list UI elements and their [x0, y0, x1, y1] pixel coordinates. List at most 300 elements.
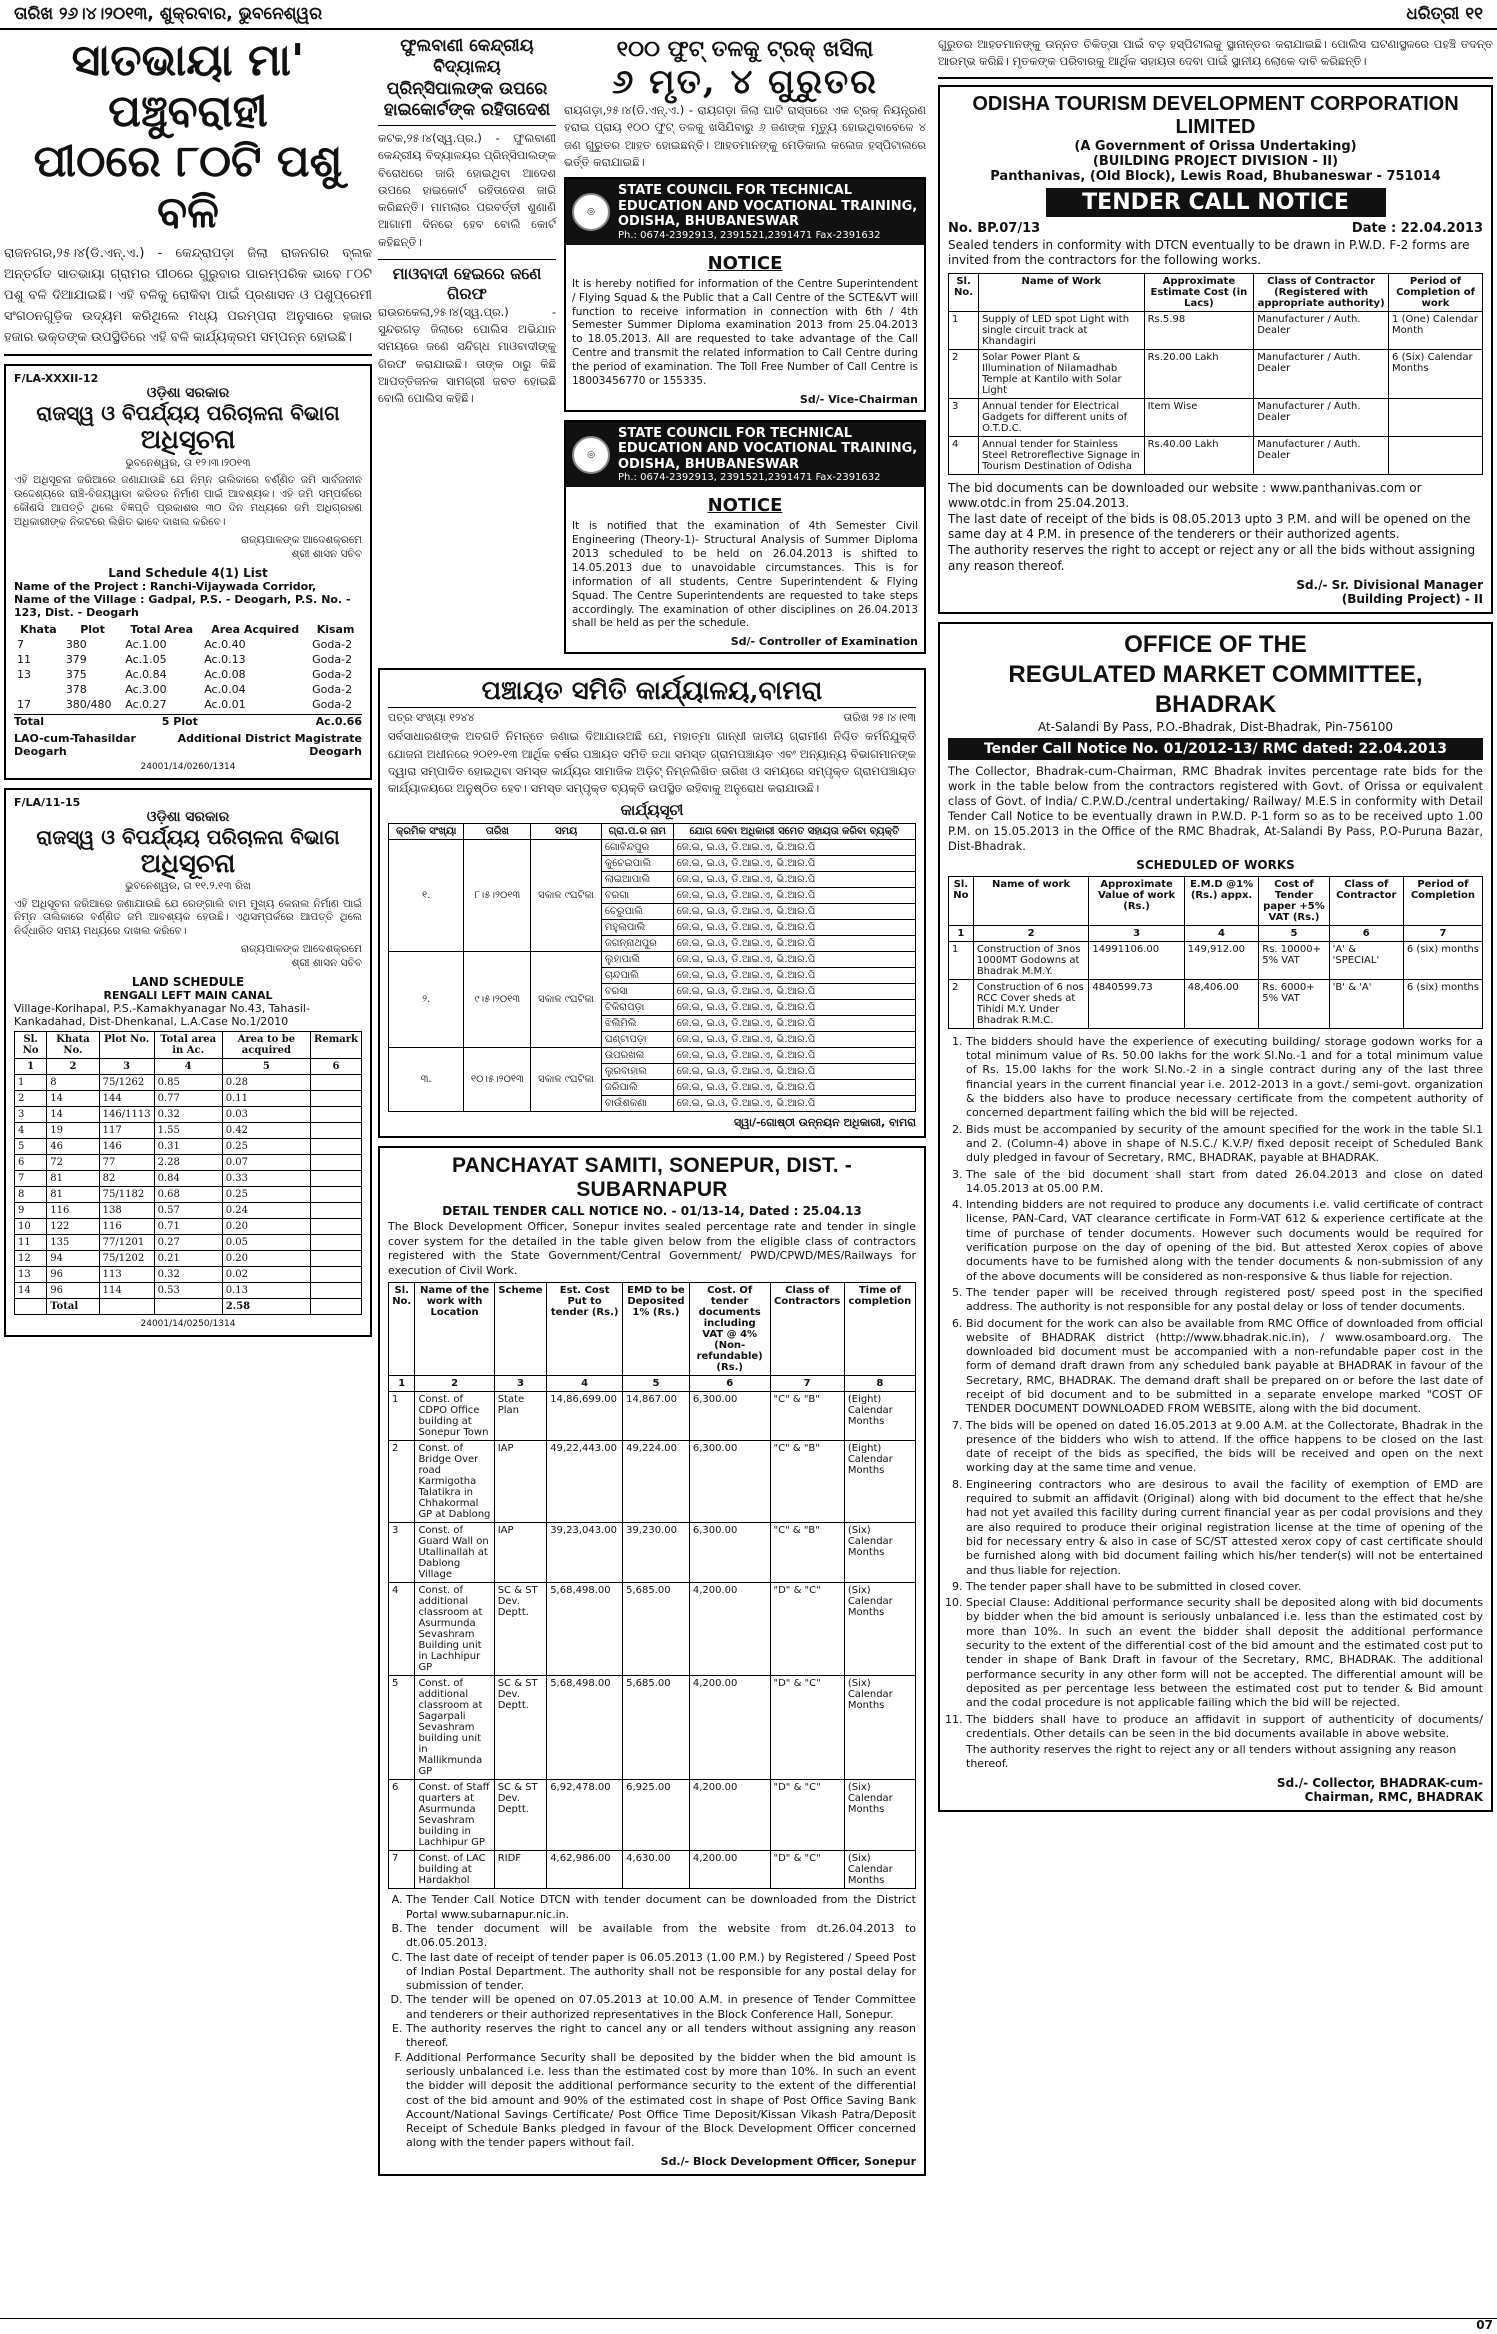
story-kv-headline: ଫୁଲବାଣୀ କେନ୍ଦ୍ରୀୟ ବିଦ୍ୟାଳୟ ପ୍ରିନ୍ସିପାଲଙ୍କ ଉପରେ ହାଇକୋର୍ଟଙ୍କ ରହିତାଦେଶ	[378, 36, 556, 126]
scte2-title: NOTICE	[707, 495, 783, 517]
story-maoist-headline: ମାଓବାଦୀ ହେଇରେ ଜଣେ ଗିରଫ	[392, 263, 542, 303]
story-sacrifice-headline-2: ପୀଠରେ ୮୦ଟି ପଶୁ ବଳି	[33, 136, 343, 238]
column-header: Area to be acquired	[222, 1031, 310, 1058]
rmc-address: At-Salandi By Pass, P.O.-Bhadrak, Dist-Bhadrak, Pin-756100	[1037, 720, 1394, 735]
lacq1-sign-2: ଶ୍ରୀ ଶାସନ ସଚିବ	[291, 547, 362, 560]
lacq1-village: Name of the Village : Gadpal, P.S. - Deogarh, P.S. No. - 123, Dist. - Deogarh	[14, 592, 351, 619]
header-dateline: ତାରିଖ ୨୬।୪।୨୦୧୩, ଶୁକ୍ରବାର, ଭୁବନେଶ୍ୱର	[14, 4, 323, 24]
table-cell: 19	[47, 1122, 99, 1138]
table-cell	[311, 1282, 362, 1298]
scte1-phone: Ph.: 0674-2392913, 2391521,2391471 Fax-2391632	[618, 229, 881, 241]
story-truck-continued: ଗୁରୁତର ଆହତମାନଙ୍କୁ ଉନ୍ନତ ଚିକିତ୍ସା ପାଇଁ ବଡ଼ ହସ୍ପିଟାଲକୁ ସ୍ଥାନାନ୍ତର କରାଯାଇଛି। ପୋଲିସ ଘଟଣାସ୍ଥଳରେ ପହଞ୍ଚି ତଦନ୍ତ ଆରମ୍ଭ କରିଛି। ମୃତକଙ୍କ ପରିବାରକୁ ଆର୍ଥିକ ସହାୟତା ଦେବା ପାଇଁ ସ୍ଥାନୀୟ ଲୋକେ ଦାବି କରିଛନ୍ତି।	[938, 36, 1493, 79]
sonepur-notes	[388, 1893, 916, 2150]
story-sacrifice	[4, 36, 372, 356]
table-cell: Construction of 3nos 1000MT Godowns at Bhadrak M.M.Y.	[973, 941, 1089, 979]
bamra-letter-no: ପତ୍ର ସଂଖ୍ୟା ୧୨୪୪	[388, 711, 475, 725]
rmc-schedule-title: SCHEDULED OF WORKS	[1136, 857, 1295, 872]
table-cell: "D" & "C"	[770, 1780, 844, 1851]
table-cell: 12	[15, 1250, 47, 1266]
table-row	[389, 1851, 916, 1889]
lacq2-dept: ରାଜସ୍ୱ ଓ ବିପର୍ଯ୍ୟୟ ପରିଚାଳନା ବିଭାଗ	[36, 824, 340, 849]
table-cell: Ac.3.00	[125, 682, 167, 696]
table-cell	[1389, 436, 1483, 474]
condition-item: 11. The bidders shall have to produce an affidavit in support of authenticity of documents/ credentials. Other details can be seen in the bid documents available in above website.	[966, 1713, 1483, 1742]
gp-name-cell: ଘଣ୍ଟାପଡ଼ା	[601, 1032, 673, 1048]
table-cell: 0.03	[222, 1106, 310, 1122]
table-cell: 0.33	[222, 1170, 310, 1186]
scte2-sign: Sd/- Controller of Examination	[730, 635, 918, 649]
scte2-phone: Ph.: 0674-2392913, 2391521,2391471 Fax-2391632	[618, 472, 881, 484]
table-cell: (Six) Calendar Months	[844, 1780, 915, 1851]
lacq1-foot-right-2: Deogarh	[309, 744, 362, 758]
table-cell: Annual tender for Stainless Steel Retroreflective Signage in Tourism Destination of Odisha	[979, 436, 1145, 474]
column-header: EMD to be Deposited 1% (Rs.)	[623, 1283, 690, 1376]
table-cell: Ac.0.04	[204, 682, 246, 696]
table-cell: 75/1202	[99, 1250, 154, 1266]
table-cell	[311, 1298, 362, 1314]
table-cell: 0.42	[222, 1122, 310, 1138]
table-cell: (Six) Calendar Months	[844, 1523, 915, 1583]
land-acquisition-notice-rengali	[4, 788, 372, 1337]
scte2-body: It is notified that the examination of 4th Semester Civil Engineering (Theory-1)- Structural Analysis of Summer Diploma 2013 scheduled to be held on 26.04.2013 is shifted to 14.05.2013 due to unavoidable circumstances. This is for information of all students, Centre Superintendent & Flying Squad. The Centre Superintendents are requested to take steps accordingly. The examination of other disciplines on 26.04.2013 shall be held as per the schedule.	[572, 520, 918, 630]
table-cell: "D" & "C"	[770, 1583, 844, 1676]
column-header: Class of Contractors	[770, 1283, 844, 1376]
officer-cell: ଜେ.ଇ, ଇ.ଓ, ଡି.ଆଇ.ଏ, ଭି.ଆର.ପି	[673, 984, 915, 1000]
column-number: 8	[844, 1376, 915, 1392]
table-cell: 13	[17, 667, 31, 681]
scte-notice-exam-shift	[564, 420, 926, 655]
table-cell: 14,867.00	[623, 1392, 690, 1441]
sonepur-tender	[378, 1146, 926, 2175]
otdc-sign-1: Sd./- Sr. Divisional Manager	[1296, 578, 1483, 593]
bamra-date: ତାରିଖ ୨୫।୪।୧୩	[843, 711, 916, 725]
lacq1-schedule-title: Land Schedule 4(1) List	[108, 565, 268, 580]
bamra-table	[388, 823, 916, 1112]
table-cell: 6	[15, 1154, 47, 1170]
table-cell	[311, 1122, 362, 1138]
table-cell: Rs. 10000+ 5% VAT	[1259, 941, 1329, 979]
table-cell	[1389, 398, 1483, 436]
column-header: ତାରିଖ	[464, 824, 531, 840]
column-number: 5	[623, 1376, 690, 1392]
table-cell	[311, 1090, 362, 1106]
lacq2-sign-2: ଶ୍ରୀ ଶାସନ ସଚିବ	[291, 957, 362, 970]
table-cell: 3	[949, 398, 979, 436]
column-number: 7	[1403, 925, 1482, 941]
story-sacrifice-body: ରାଜନଗର,୨୫।୪(ଡି.ଏନ୍.ଏ.) - କେନ୍ଦ୍ରାପଡ଼ା ଜିଲା ରାଜନଗର ବ୍ଲକ ଅନ୍ତର୍ଗତ ସାତଭାୟା ଗ୍ରାମର ପୀଠରେ ଗୁରୁବାର ପାରମ୍ପରିକ ଭାବେ ୮୦ଟି ପଶୁ ବଳି ଦିଆଯାଇଛି। ଏହି ବଳିକୁ ରୋକିବା ପାଇଁ ପ୍ରଶାସନ ଓ ପଶୁପ୍ରେମୀ ସଂଗଠନଗୁଡ଼ିକ ଉଦ୍ୟମ କରିଥିଲେ ମଧ୍ୟ ପରମ୍ପରା ଅନୁସାରେ ହଜାର ହଜାର ଭକ୍ତଙ୍କ ଉପସ୍ଥିତିରେ ଏହି ବଳି କାର୍ଯ୍ୟକ୍ରମ ସମ୍ପନ୍ନ ହୋଇଛି।	[4, 246, 372, 345]
column-number: 2	[973, 925, 1089, 941]
rmc-intro: The Collector, Bhadrak-cum-Chairman, RMC Bhadrak invites percentage rate bids for the work in the table below from the contractors registered with Govt. of Orissa or equivalent class of Govt. of India/ C.P.W.D./central undertaking/ Railway/ M.E.S in conformity with Detail Tender Call Notice to be eventually drawn in P.W.D. P-1 form so as to be received upto 1.00 P.M. on 15.05.2013 in the Office of the RMC Bhadrak, At-Salandi By Pass, P.O-Puruna Bazar, Dist-Bhadrak.	[948, 764, 1483, 853]
table-row	[389, 1048, 916, 1064]
table-cell: 7	[389, 1851, 415, 1889]
table-cell: Const. of CDPO Office building at Sonepur Town	[415, 1392, 494, 1441]
page-footer-rule	[0, 2318, 1497, 2334]
table-cell: 81	[47, 1170, 99, 1186]
table-cell: 0.11	[222, 1090, 310, 1106]
lacq1-body: ଏହି ଅଧିସୂଚନା ଜରିଆରେ ଜଣାଯାଉଛି ଯେ ନିମ୍ନ ତାଲିକାରେ ବର୍ଣ୍ଣିତ ଜମି ସାର୍ବଜନୀନ ଉଦ୍ଦେଶ୍ୟରେ ରାଞ୍ଚି-ବିଜୟୱାଡା କରିଡର ନିର୍ମାଣ ପାଇଁ ଆବଶ୍ୟକ। ଏହି ଜମି ସମ୍ପର୍କରେ କୌଣସି ଆପତ୍ତି ଥିଲେ ବିଜ୍ଞପ୍ତି ପ୍ରକାଶର ୩୦ ଦିନ ମଧ୍ୟରେ ଜମି ଅଧିଗ୍ରହଣ ଅଧିକାରୀଙ୍କ ନିକଟରେ ଲିଖିତ ଭାବେ ଦାଖଲ କରିବେ।	[14, 474, 362, 528]
table-row	[15, 1234, 362, 1250]
table-cell: 6 (six) months	[1403, 979, 1482, 1028]
column-header: Scheme	[494, 1283, 546, 1376]
officer-cell: ଜେ.ଇ, ଇ.ଓ, ଡି.ଆଇ.ଏ, ଭି.ଆର.ପି	[673, 840, 915, 856]
table-cell: 144	[99, 1090, 154, 1106]
otdc-p2: The last date of receipt of the bids is 08.05.2013 upto 3 P.M. and will be opened on the same day at 4 P.M. in presence of the tenderers or their authorized agents.	[948, 511, 1471, 542]
column-number: 6	[1329, 925, 1403, 941]
table-row	[389, 952, 916, 968]
table-cell	[311, 1154, 362, 1170]
column-number: 2	[47, 1058, 99, 1074]
table-cell: 146/1113	[99, 1106, 154, 1122]
condition-item: 1. The bidders should have the experience of executing building/ storage godown works for a total minimum value of Rs. 50.00 lakhs for the work Sl.No.-1 and for a total minimum value of Rs. 15.00 lakhs for the work Sl.No.-2 in a single contract during any of the last three financial years in the current financial year i.e. 2012-2013 in a govt./ semi-govt. organization & the bidders also have to produce necessary certificate from the competent authority of concerned department failing which the bid will be rejected.	[966, 1035, 1483, 1121]
table-cell: 81	[47, 1186, 99, 1202]
table-row	[389, 1780, 916, 1851]
rmc-tender	[938, 622, 1493, 1811]
table-cell: 2	[949, 979, 974, 1028]
table-row	[14, 637, 362, 652]
officer-cell: ଜେ.ଇ, ଇ.ଓ, ଡି.ଆଇ.ଏ, ଭି.ଆର.ପି	[673, 1080, 915, 1096]
table-cell: Ac.0.40	[204, 637, 246, 651]
table-row	[15, 1090, 362, 1106]
table-row	[949, 311, 1483, 349]
lacq1-total-plots: 5 Plot	[161, 714, 198, 728]
table-cell: 0.25	[222, 1186, 310, 1202]
table-cell: Goda-2	[312, 697, 353, 711]
condition-item: 5. The tender paper will be received through registered post/ speed post in the specified address. The authority is not responsible for any postal delay or loss of tender documents.	[966, 1286, 1483, 1315]
table-cell: 14,86,699.00	[547, 1392, 623, 1441]
table-cell: 4	[949, 436, 979, 474]
table-cell: "C" & "B"	[770, 1441, 844, 1523]
rmc-sign-2: Chairman, RMC, BHADRAK	[1304, 1789, 1483, 1804]
table-cell: 11	[17, 652, 31, 666]
page-number: 07	[1476, 2318, 1493, 2332]
gp-name-cell: ଚାନ୍ଦପାଲି	[601, 968, 673, 984]
officer-cell: ଜେ.ଇ, ଇ.ଓ, ଡି.ଆଇ.ଏ, ଭି.ଆର.ପି	[673, 888, 915, 904]
table-cell: 11	[15, 1234, 47, 1250]
column-header: E.M.D @1% (Rs.) appx.	[1184, 876, 1258, 925]
officer-cell: ଜେ.ଇ, ଇ.ଓ, ଡି.ଆଇ.ଏ, ଭି.ଆର.ପି	[673, 952, 915, 968]
time-cell: ସକାଳ ୯ଘଟିକା	[531, 952, 601, 1048]
table-cell: 48,406.00	[1184, 979, 1258, 1028]
table-cell: 6	[389, 1780, 415, 1851]
table-cell: 1	[15, 1074, 47, 1090]
officer-cell: ଜେ.ଇ, ଇ.ଓ, ଡି.ଆଇ.ଏ, ଭି.ଆର.ପି	[673, 1000, 915, 1016]
table-cell: IAP	[494, 1523, 546, 1583]
column-header: Khata No.	[47, 1031, 99, 1058]
table-cell: 379	[65, 652, 87, 666]
table-cell: Const. of Guard Wall on Utallinallah at Dablong Village	[415, 1523, 494, 1583]
table-cell: Ac.0.27	[125, 697, 167, 711]
table-cell: 135	[47, 1234, 99, 1250]
column-right	[938, 36, 1493, 1820]
column-header: Area Acquired	[211, 622, 300, 636]
table-cell: 49,22,443.00	[547, 1441, 623, 1523]
table-row	[15, 1250, 362, 1266]
note-item: C. The last date of receipt of tender paper is 06.05.2013 (1.00 P.M.) by Registered / Speed Post of Indian Postal Department. The authority shall not be responsible for any postal delay for submission of tender.	[406, 1951, 916, 1994]
column-number: 1	[15, 1058, 47, 1074]
table-cell: 0.31	[154, 1138, 222, 1154]
table-cell: 0.05	[222, 1234, 310, 1250]
otdc-p3: The authority reserves the right to accept or reject any or all the bids without assigning any reason thereof.	[948, 543, 1476, 573]
table-cell: 1	[949, 941, 974, 979]
column-header: Plot No.	[99, 1031, 154, 1058]
table-cell: 4,630.00	[623, 1851, 690, 1889]
table-cell: Goda-2	[312, 682, 353, 696]
table-cell: Ac.1.00	[125, 637, 167, 651]
table-cell: 0.57	[154, 1202, 222, 1218]
table-row	[15, 1170, 362, 1186]
gp-name-cell: ଚେରୁପାଲି	[601, 904, 673, 920]
table-cell: 5	[15, 1138, 47, 1154]
table-cell: 2.28	[154, 1154, 222, 1170]
table-cell: Goda-2	[312, 667, 353, 681]
table-row	[15, 1266, 362, 1282]
column-header: ସମୟ	[531, 824, 601, 840]
table-cell: 1.55	[154, 1122, 222, 1138]
table-cell	[311, 1106, 362, 1122]
condition-item: 6. Bid document for the work can also be available from RMC Office of downloaded from official website of BHADRAK district (http://www.bhadrak.nic.in), / www.osamboard.org. The downloaded bid document must be accompanied with a non-refundable paper cost in the form of demand draft drawn from any scheduled bank payable at BHADRAK in favour of the Secretary, RMC, BHADRAK. The demand draft shall be prepared on or before the last date of receipt of bid document and to be submitted in a separate envelope marked "COST OF TENDER DOCUMENT DOWNLOADED FROM WEBSITE, along with the bid document.	[966, 1317, 1483, 1417]
table-cell: 4,200.00	[689, 1851, 770, 1889]
table-cell	[15, 1298, 47, 1314]
column-number: 4	[154, 1058, 222, 1074]
table-cell: "C" & "B"	[770, 1523, 844, 1583]
table-cell	[154, 1298, 222, 1314]
table-cell: 6,300.00	[689, 1392, 770, 1441]
table-cell: 3	[15, 1106, 47, 1122]
table-cell: 0.20	[222, 1218, 310, 1234]
table-cell: 6 (Six) Calendar Months	[1389, 349, 1483, 398]
table-cell: 75/1182	[99, 1186, 154, 1202]
column-number: 5	[222, 1058, 310, 1074]
otdc-sign-2: (Building Project) - II	[1341, 592, 1483, 607]
table-cell: 4	[389, 1583, 415, 1676]
table-cell: 4840599.73	[1089, 979, 1184, 1028]
note-item: A. The Tender Call Notice DTCN with tender document can be downloaded from the District Portal www.subarnapur.nic.in.	[406, 1893, 916, 1922]
table-cell: 7	[15, 1170, 47, 1186]
otdc-banner: TENDER CALL NOTICE	[1046, 188, 1386, 217]
table-cell: "D" & "C"	[770, 1851, 844, 1889]
lacq2-date: ଭୁବନେଶ୍ୱର, ତା ୧୧.୨.୧୩ ରିଖ	[125, 879, 251, 892]
table-cell: 378	[65, 682, 87, 696]
table-row	[389, 1583, 916, 1676]
table-cell: 39,230.00	[623, 1523, 690, 1583]
scte1-org: STATE COUNCIL FOR TECHNICAL EDUCATION AND VOCATIONAL TRAINING, ODISHA, BHUBANESWAR	[618, 183, 918, 230]
table-cell: 380/480	[65, 697, 112, 711]
table-cell	[99, 1298, 154, 1314]
table-row	[15, 1138, 362, 1154]
total-row	[15, 1298, 362, 1314]
column-number: 3	[494, 1376, 546, 1392]
table-row	[389, 1676, 916, 1780]
table-cell: RIDF	[494, 1851, 546, 1889]
condition-item: 8. Engineering contractors who are desirous to avail the facility of exemption of EMD are required to submit an affidavit (Original) along with bid document to the effect that he/she had not yet availed this facility during current financial year as per codal provisions and they are also required to produce their original registration license at the time of opening of the bid for necessary entry & also in case of SC/ST attested xerox copy of cast certificate should be furnished along with bid document failing which his/her tender(s) will not be entertained and thus liable for rejection.	[966, 1478, 1483, 1578]
table-cell: Const. of additional classroom at Sagarpali Sevashram building unit in Mallikmunda GP	[415, 1676, 494, 1780]
table-row	[15, 1202, 362, 1218]
column-header: Name of work	[973, 876, 1089, 925]
column-number: 7	[770, 1376, 844, 1392]
table-row	[14, 667, 362, 682]
table-cell: Goda-2	[312, 637, 353, 651]
table-row	[14, 652, 362, 667]
table-cell: 146	[99, 1138, 154, 1154]
gp-name-cell: ଲୁହାପାଲି	[601, 952, 673, 968]
table-cell: 6 (six) months	[1403, 941, 1482, 979]
gp-name-cell: କୁଚେଇପାଲି	[601, 856, 673, 872]
table-cell: (Six) Calendar Months	[844, 1676, 915, 1780]
bamra-table-title: କାର୍ଯ୍ୟସୂଚୀ	[620, 801, 684, 820]
column-left	[4, 36, 372, 1345]
table-cell: 116	[99, 1218, 154, 1234]
column-header: Plot	[80, 622, 105, 636]
sonepur-sign: Sd./- Block Development Officer, Sonepur	[660, 2154, 916, 2168]
gp-name-cell: ବରସା	[601, 984, 673, 1000]
column-header: Cost. Of tender documents including VAT @ 4% (Non-refundable) (Rs.)	[689, 1283, 770, 1376]
story-kv-body: କଟକ,୨୫।୪(ସ୍ୱ.ପ୍ର.) - ଫୁଲବାଣୀ କେନ୍ଦ୍ରୀୟ ବିଦ୍ୟାଳୟର ପ୍ରିନ୍ସିପାଲଙ୍କ ବିରୋଧରେ ଜାରି ହୋଇଥିବା ଆଦେଶ ଉପରେ ହାଇକୋର୍ଟ ରହିତାଦେଶ ଜାରି କରିଛନ୍ତି। ମାମଲାର ପରବର୍ତ୍ତୀ ଶୁଣାଣି ଆଗାମୀ ଦିନରେ ହେବ ବୋଲି କୋର୍ଟ କହିଛନ୍ତି।	[378, 131, 556, 249]
table-cell: Const. of additional classroom at Asurmunda Sevashram Building unit in Lachhipur GP	[415, 1583, 494, 1676]
table-cell: 0.07	[222, 1154, 310, 1170]
table-row	[949, 941, 1483, 979]
otdc-no: No. BP.07/13	[948, 220, 1041, 236]
story-truck-headline-1: ୧୦୦ ଫୁଟ୍ ତଳକୁ ଟ୍ରକ୍ ଖସିଲା	[616, 36, 874, 62]
table-cell	[311, 1138, 362, 1154]
sonepur-intro: The Block Development Officer, Sonepur invites sealed percentage rate and tender in single cover system for the detailed in the table given below from the eligible class of contractors registered with the State Government/Central Government/ PWD/CPWD/MES/Railways for execution of Civil Work.	[388, 1220, 916, 1277]
gp-name-cell: ଜଗନ୍ନାଥପୁର	[601, 936, 673, 952]
table-cell: 1 (One) Calendar Month	[1389, 311, 1483, 349]
column-header: Class of Contractor	[1329, 876, 1403, 925]
table-cell: 96	[47, 1282, 99, 1298]
table-cell	[311, 1170, 362, 1186]
rmc-closing: The authority reserves the right to reject any or all tenders without assigning any reason thereof.	[966, 1743, 1457, 1771]
rmc-sign-1: Sd./- Collector, BHADRAK-cum-	[1276, 1775, 1483, 1790]
gp-name-cell: ଟିକିରାପଡ଼ା	[601, 1000, 673, 1016]
table-row	[389, 1523, 916, 1583]
table-row	[389, 840, 916, 856]
date-cell: ୯।୫।୨୦୧୩	[464, 952, 531, 1048]
table-cell: Solar Power Plant & Illumination of Nilamadhab Temple at Kantilo with Solar Light	[979, 349, 1145, 398]
lacq2-canal: RENGALI LEFT MAIN CANAL	[103, 988, 273, 1002]
table-row	[15, 1106, 362, 1122]
scte-notice-callcentre	[564, 177, 926, 412]
table-cell: Ac.0.08	[204, 667, 246, 681]
table-cell: 0.02	[222, 1266, 310, 1282]
table-cell: 4,200.00	[689, 1583, 770, 1676]
table-cell: 138	[99, 1202, 154, 1218]
table-cell: (Six) Calendar Months	[844, 1583, 915, 1676]
table-cell: Rs.20.00 Lakh	[1144, 349, 1254, 398]
table-cell: 122	[47, 1218, 99, 1234]
table-cell: Const. of Bridge Over road Karmigotha Talatikra in Chhakormal GP at Dablong	[415, 1441, 494, 1523]
table-cell: 13	[15, 1266, 47, 1282]
lacq2-code: 24001/14/0250/1314	[140, 1318, 236, 1329]
table-cell: Ac.1.05	[125, 652, 167, 666]
table-cell: 0.84	[154, 1170, 222, 1186]
table-cell: 380	[65, 637, 87, 651]
table-cell: 0.27	[154, 1234, 222, 1250]
column-number: 3	[1089, 925, 1184, 941]
scte2-org: STATE COUNCIL FOR TECHNICAL EDUCATION AND VOCATIONAL TRAINING, ODISHA, BHUBANESWAR	[618, 425, 918, 472]
table-row	[15, 1218, 362, 1234]
table-cell: 6,300.00	[689, 1441, 770, 1523]
gp-name-cell: ବାଉଁଶକଣା	[601, 1096, 673, 1112]
table-cell: 0.68	[154, 1186, 222, 1202]
lacq2-sign-1: ରାଜ୍ୟପାଳଙ୍କ ଆଦେଶକ୍ରମେ	[240, 943, 362, 956]
gp-name-cell: ଉପରଖଲ	[601, 1048, 673, 1064]
table-cell: 14	[15, 1282, 47, 1298]
column-number: 4	[547, 1376, 623, 1392]
table-cell: 14	[47, 1106, 99, 1122]
table-cell: Rs. 6000+ 5% VAT	[1259, 979, 1329, 1028]
bamra-notice	[378, 668, 926, 1138]
table-row	[389, 1392, 916, 1441]
table-cell: 6,925.00	[623, 1780, 690, 1851]
condition-item: 10. Special Clause: Additional performance security shall be deposited along with bid documents by bidder when the bid amount is seriously unbalanced i.e. less than the estimated cost by more than 10%. In such an event the bidder shall deposit the additional performance security to the extent of the differential cost of the bid amount and the estimated cost put to tender in shape of Bank Draft in favour of the Secretary, RMC, BHADRAK. The additional performance security in any other form will not be accepted. The differential amount will be deposited as per percentage less between the estimated cost put to tender & Bid amount and the codal procedure is not applicable failing which the bid will be rejected.	[966, 1596, 1483, 1710]
table-cell: 9	[15, 1202, 47, 1218]
table-row	[14, 682, 362, 697]
story-sacrifice-headline-1: ସାତଭାୟା ମା' ପଞ୍ଚୁବରାହୀ	[71, 36, 305, 137]
table-cell: 0.77	[154, 1090, 222, 1106]
page-header	[0, 0, 1497, 30]
time-cell: ସକାଳ ୯ଘଟିକା	[531, 840, 601, 952]
column-header: Remark	[311, 1031, 362, 1058]
story-truck-headline-2: ୬ ମୃତ, ୪ ଗୁରୁତର	[611, 62, 879, 102]
otdc-sub-1: (A Government of Orissa Undertaking)	[1074, 138, 1357, 154]
table-cell: 0.53	[154, 1282, 222, 1298]
table-cell: 0.24	[222, 1202, 310, 1218]
table-cell: SC & ST Dev. Deptt.	[494, 1583, 546, 1676]
condition-item: 4. Intending bidders are not required to produce any documents i.e. valid certificate of contract license, PAN-Card, VAT clearance certificate in Form-VAT 612 & experience certificate at the time of purchase of tender documents. However such documents would be required for verification purpose on the day of opening of the bid. But attested Xerox copies of above documents have to be furnished along with the tender documents & non-submission of any of the above documents will be considered as non-responsive & thus liable for rejection.	[966, 1198, 1483, 1284]
table-cell: 0.85	[154, 1074, 222, 1090]
otdc-sub-3: Panthanivas, (Old Block), Lewis Road, Bhubaneswar - 751014	[990, 168, 1441, 184]
note-item: D. The tender will be opened on 07.05.2013 at 10.00 A.M. in presence of Tender Committee and tenderers or their authorized representatives in the Block Conference Hall, Sonepur.	[406, 1993, 916, 2022]
time-cell: ସକାଳ ୯ଘଟିକା	[531, 1048, 601, 1112]
table-cell: 8	[47, 1074, 99, 1090]
column-header: କ୍ରମିକ ସଂଖ୍ୟା	[389, 824, 464, 840]
table-cell: Ac.0.84	[125, 667, 167, 681]
table-cell: "D" & "C"	[770, 1676, 844, 1780]
table-row	[15, 1154, 362, 1170]
officer-cell: ଜେ.ଇ, ଇ.ଓ, ଡି.ଆଇ.ଏ, ଭି.ଆର.ପି	[673, 936, 915, 952]
table-cell	[311, 1074, 362, 1090]
story-maoist-body: ରାଉରକେଲା,୨୫।୪(ସ୍ୱ.ପ୍ର.) - ସୁନ୍ଦରଗଡ଼ ଜିଲାରେ ପୋଲିସ ଅଭିଯାନ ସମୟରେ ଜଣେ ସନ୍ଦିଗ୍ଧ ମାଓବାଦୀଙ୍କୁ ଗିରଫ କରାଯାଇଛି। ତାଙ୍କ ଠାରୁ କିଛି ଆପତ୍ତିଜନକ ସାମଗ୍ରୀ ଜବତ ହୋଇଛି ବୋଲି ପୋଲିସ କହିଛି।	[378, 304, 556, 405]
gp-name-cell: ବରଗା	[601, 888, 673, 904]
lacq1-notification: ଅଧିସୂଚନା	[140, 425, 236, 456]
condition-item: 2. Bids must be accompanied by security of the amount specified for the work in the table Sl.1 and 2. (Column-4) above in shape of N.S.C./ K.V.P/ fixed deposit receipt of Scheduled Bank duly pledged in favour of Secretary, RMC, BHADRAK, payable at BHADRAK.	[966, 1123, 1483, 1166]
condition-item: 9. The tender paper shall have to be submitted in closed cover.	[966, 1580, 1483, 1594]
gp-name-cell: ଗୋବିନ୍ଦପୁର	[601, 840, 673, 856]
officer-cell: ଜେ.ଇ, ଇ.ଓ, ଡି.ଆଇ.ଏ, ଭି.ଆର.ପି	[673, 1032, 915, 1048]
rmc-conditions	[948, 1035, 1483, 1741]
table-cell: 0.28	[222, 1074, 310, 1090]
column-header: Total area in Ac.	[154, 1031, 222, 1058]
table-cell: 8	[15, 1186, 47, 1202]
scte1-sign: Sd/- Vice-Chairman	[799, 392, 918, 406]
column-number: 1	[949, 925, 974, 941]
table-cell: IAP	[494, 1441, 546, 1523]
table-cell: Const. of LAC building at Hardakhol	[415, 1851, 494, 1889]
table-cell: 10	[15, 1218, 47, 1234]
otdc-intro: Sealed tenders in conformity with DTCN eventually to be drawn in P.W.D. F-2 forms are invited from the contractors for the following works.	[948, 237, 1470, 268]
column-number: 3	[99, 1058, 154, 1074]
table-cell: 114	[99, 1282, 154, 1298]
date-cell: ୮।୫।୨୦୧୩	[464, 840, 531, 952]
table-cell: 6,300.00	[689, 1523, 770, 1583]
column-header: Sl. No	[15, 1031, 47, 1058]
lacq1-code: 24001/14/0260/1314	[140, 761, 236, 772]
column-number: 6	[311, 1058, 362, 1074]
header-folio: ଧରିତ୍ରୀ ୧୧	[1406, 4, 1483, 24]
table-cell: 17	[17, 697, 31, 711]
otdc-table	[948, 273, 1483, 475]
table-cell: 149,912.00	[1184, 941, 1258, 979]
